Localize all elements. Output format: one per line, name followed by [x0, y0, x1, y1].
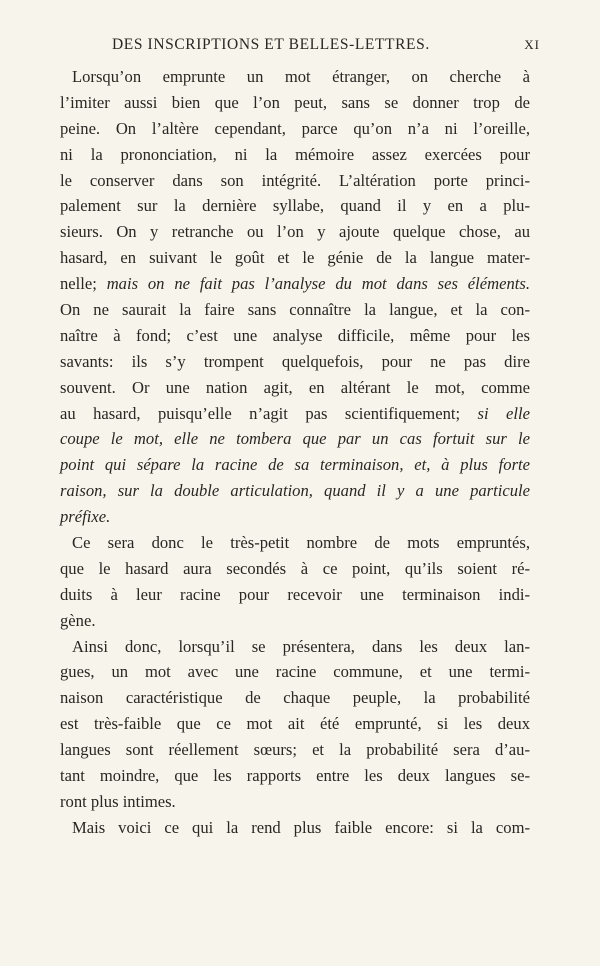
text-line — [60, 219, 530, 245]
text-line — [60, 815, 530, 841]
body-text — [60, 64, 530, 841]
text-line — [60, 789, 530, 815]
text-line — [60, 245, 530, 271]
text-line — [60, 323, 530, 349]
line-text: ni la prononciation, ni la mémoire assez exercées pour — [60, 144, 530, 164]
line-text: coupe le mot, elle ne tombera que par un cas fortuit sur le — [60, 429, 530, 449]
text-line — [60, 401, 530, 427]
line-text: au hasard, puisqu’elle n’agit pas scientifiquement; — [60, 403, 478, 423]
line-text: est très-faible que ce mot ait été emprunté, si les deux — [60, 714, 530, 734]
line-text: tant moindre, que les rapports entre les deux langues se- — [60, 766, 530, 786]
text-line — [60, 608, 530, 634]
text-line — [60, 271, 530, 297]
line-text: duits à leur racine pour recevoir une terminaison indi- — [60, 584, 530, 604]
line-text: naître à fond; c’est une analyse difficile, même pour les — [60, 325, 530, 345]
line-text: Mais voici ce qui la rend plus faible encore: si la com- — [72, 817, 530, 837]
text-line — [60, 659, 530, 685]
text-line — [60, 634, 530, 660]
text-line — [60, 478, 530, 504]
text-line — [60, 375, 530, 401]
text-line — [60, 90, 530, 116]
text-line — [60, 168, 530, 194]
line-text: palement sur la dernière syllabe, quand il y en a plu- — [60, 196, 530, 216]
line-text: gène. — [60, 610, 96, 630]
text-line — [60, 426, 530, 452]
text-line — [60, 556, 530, 582]
text-line — [60, 504, 530, 530]
text-line — [60, 763, 530, 789]
line-text: raison, sur la double articulation, quand il y a une particule — [60, 481, 530, 501]
text-line — [60, 297, 530, 323]
text-line — [60, 737, 530, 763]
text-line — [60, 582, 530, 608]
line-text: sieurs. On y retranche ou l’on y ajoute quelque chose, au — [60, 222, 530, 242]
page-number: XI — [524, 37, 540, 52]
line-text: nelle; — [60, 274, 107, 294]
line-text: le conserver dans son intégrité. L’altération porte princi- — [60, 170, 530, 190]
line-text: hasard, en suivant le goût et le génie de la langue mater- — [60, 248, 530, 268]
line-italic-text: mais on ne fait pas l’analyse du mot dans ses éléments. — [106, 274, 530, 294]
text-line — [60, 452, 530, 478]
line-text: Ce sera donc le très-petit nombre de mots empruntés, — [72, 533, 530, 553]
text-line — [60, 349, 530, 375]
text-line — [60, 193, 530, 219]
line-text: Ainsi donc, lorsqu’il se présentera, dans les deux lan- — [72, 636, 530, 656]
line-text: souvent. Or une nation agit, en altérant le mot, comme — [60, 377, 530, 397]
text-line — [60, 530, 530, 556]
text-line — [60, 711, 530, 737]
line-text: que le hasard aura secondés à ce point, qu’ils soient ré- — [60, 558, 530, 578]
line-text: naison caractéristique de chaque peuple, la probabilité — [60, 688, 530, 708]
page-header — [62, 36, 540, 56]
line-text: l’imiter aussi bien que l’on peut, sans se donner trop de — [60, 92, 530, 112]
line-text: gues, un mot avec une racine commune, et une termi- — [60, 662, 530, 682]
text-line — [60, 142, 530, 168]
line-text: ront plus intimes. — [60, 791, 176, 811]
text-line — [60, 64, 530, 90]
line-text: peine. On l’altère cependant, parce qu’on n’a ni l’oreille, — [60, 118, 530, 138]
line-italic-text: si elle — [477, 403, 531, 423]
running-head: DES INSCRIPTIONS ET BELLES-LETTRES. — [112, 36, 430, 53]
text-line — [60, 116, 530, 142]
line-text: Lorsqu’on emprunte un mot étranger, on cherche à — [72, 67, 530, 86]
line-text: point qui sépare la racine de sa terminaison, et, à plus forte — [60, 455, 530, 475]
line-text: langues sont réellement sœurs; et la probabilité sera d’au- — [60, 740, 530, 760]
line-text: On ne saurait la faire sans connaître la langue, et la con- — [60, 300, 530, 320]
line-text: préfixe. — [60, 507, 111, 527]
line-text: savants: ils s’y trompent quelquefois, pour ne pas dire — [60, 351, 530, 371]
text-line — [60, 685, 530, 711]
